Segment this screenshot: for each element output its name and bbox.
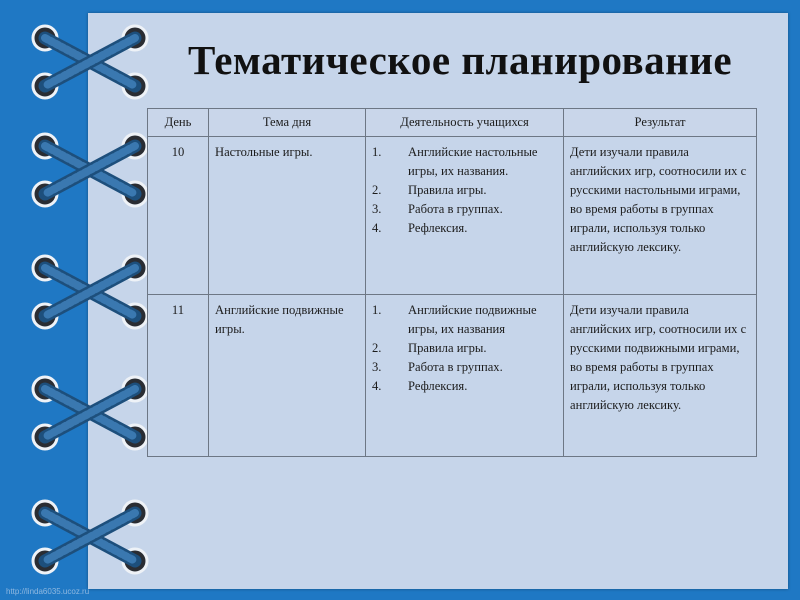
list-item: 4. Рефлексия. bbox=[372, 379, 468, 393]
list-item: 2. Правила игры. bbox=[372, 341, 487, 355]
activities-cell bbox=[366, 295, 564, 457]
list-item: 1. Английские подвижные игры, их названия bbox=[372, 303, 537, 336]
day-cell: 10 bbox=[148, 137, 209, 295]
table-row bbox=[148, 295, 757, 457]
list-item: 3. Работа в группах. bbox=[372, 360, 503, 374]
planning-table bbox=[147, 108, 757, 457]
page-title: Тематическое планирование bbox=[187, 37, 733, 83]
lace-cross-3 bbox=[33, 256, 147, 328]
list-item: 2. Правила игры. bbox=[372, 183, 487, 197]
table-header-row bbox=[148, 109, 757, 137]
topic-cell: Английские подвижные игры. bbox=[209, 295, 366, 457]
topic-cell: Настольные игры. bbox=[209, 137, 366, 295]
table-row bbox=[148, 137, 757, 295]
activities-list bbox=[372, 301, 557, 396]
lace-cross-4 bbox=[33, 377, 147, 449]
lace-cross-1 bbox=[33, 26, 147, 98]
result-cell: Дети изучали правила английских игр, соотносили их с русскими настольными играми, во время работы в группах играли, используя только английскую лексику. bbox=[564, 137, 757, 295]
header-activities: Деятельность учащихся bbox=[366, 109, 564, 137]
list-item: 4. Рефлексия. bbox=[372, 221, 468, 235]
list-item: 1. Английские настольные игры, их названия. bbox=[372, 145, 538, 178]
footer-url: http://linda6035.ucoz.ru bbox=[6, 587, 90, 596]
list-item: 3. Работа в группах. bbox=[372, 202, 503, 216]
activities-cell bbox=[366, 137, 564, 295]
activities-list bbox=[372, 143, 557, 238]
header-topic: Тема дня bbox=[209, 109, 366, 137]
day-cell: 11 bbox=[148, 295, 209, 457]
header-result: Результат bbox=[564, 109, 757, 137]
lace-cross-5 bbox=[33, 501, 147, 573]
result-cell: Дети изучали правила английских игр, соотносили их с русскими подвижными играми, во время работы в группах играли, используя только английскую лексику. bbox=[564, 295, 757, 457]
header-day: День bbox=[148, 109, 209, 137]
shoelace-binding bbox=[0, 0, 160, 600]
lace-cross-2 bbox=[33, 134, 147, 206]
